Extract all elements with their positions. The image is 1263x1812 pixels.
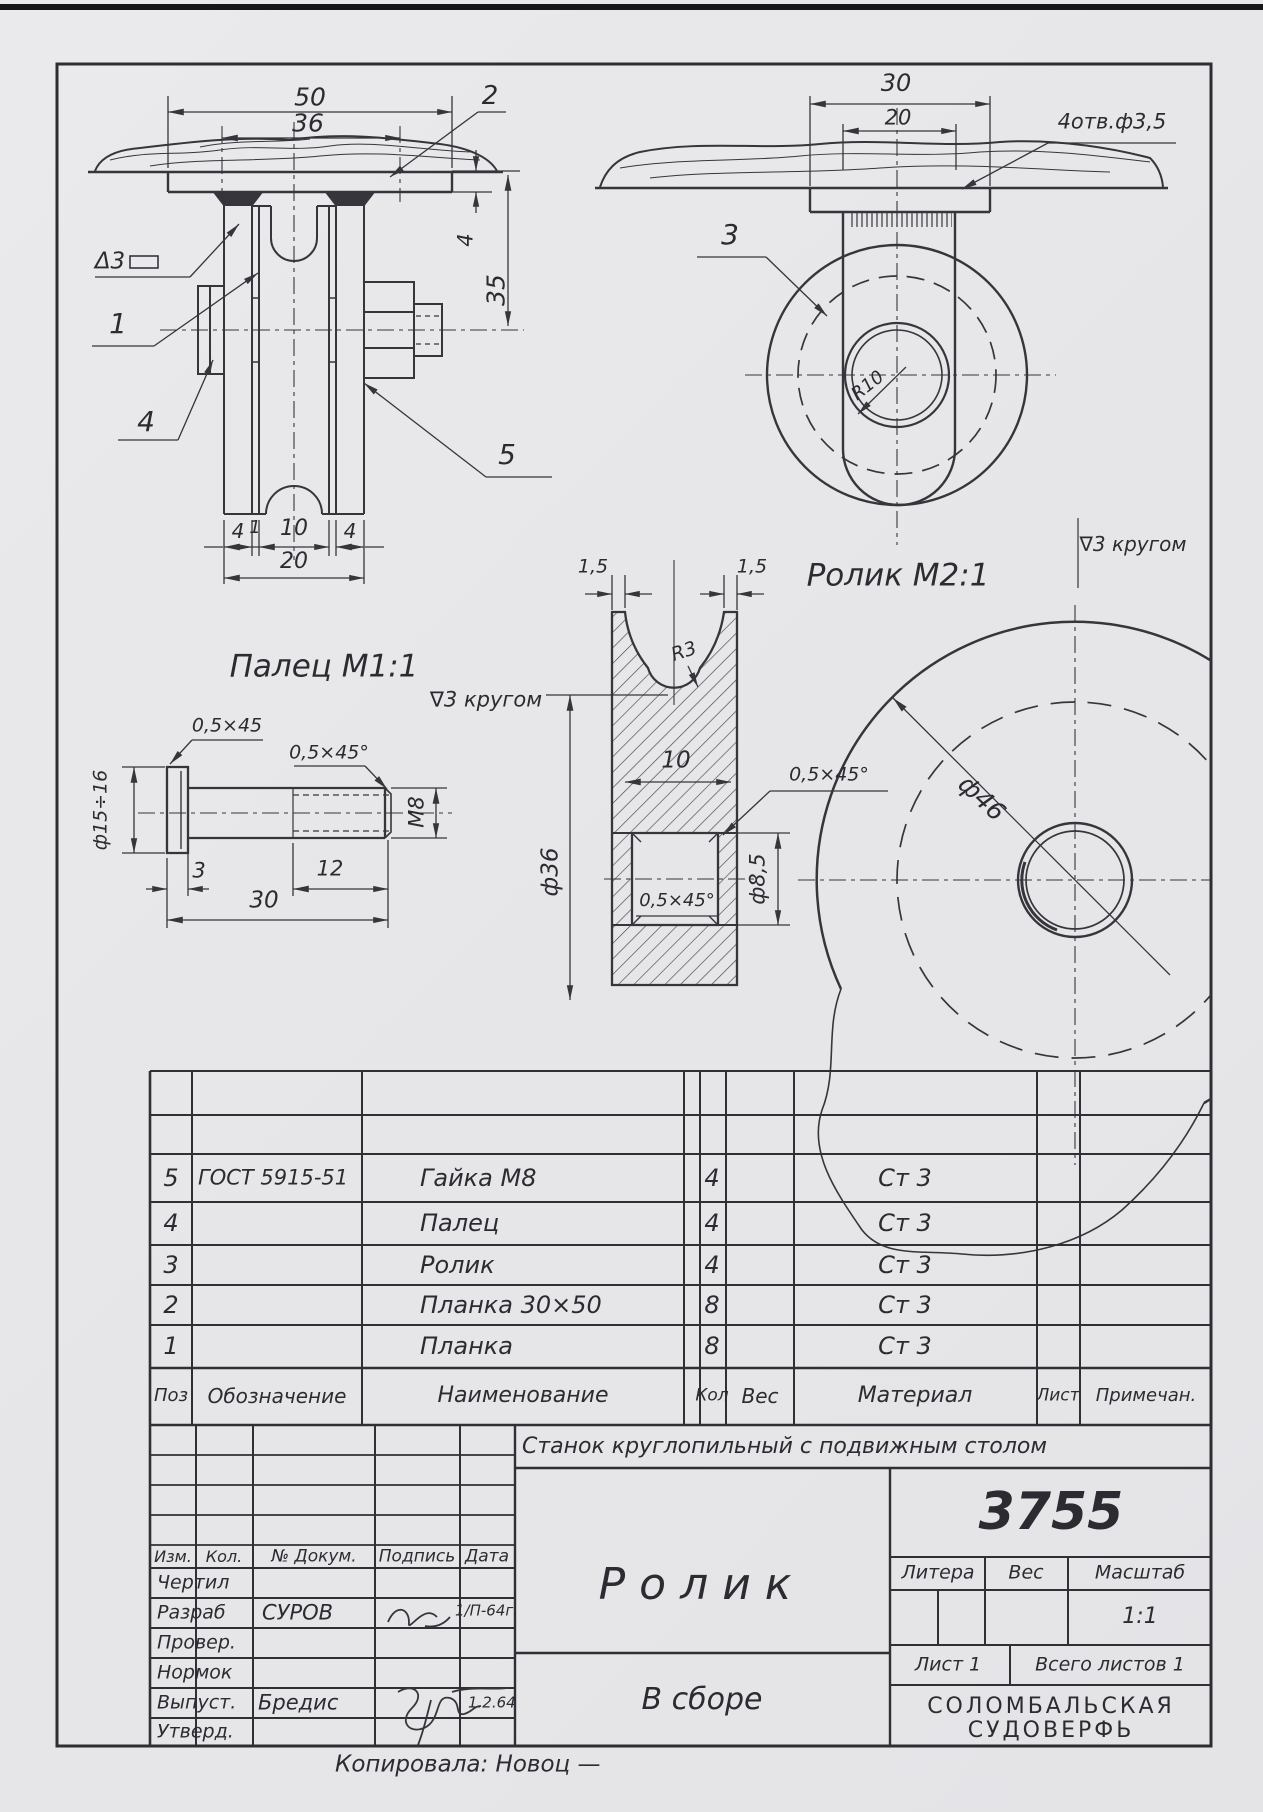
dim-36: 36 — [292, 108, 324, 138]
spec-cell-name: Планка 30×50 — [420, 1291, 602, 1319]
col-podpis: Подпись — [378, 1546, 456, 1567]
callout-1: 1 — [109, 307, 127, 340]
spec-cell-qty: 4 — [704, 1251, 720, 1279]
holes-note: 4отв.ф3,5 — [1057, 109, 1167, 134]
spec-header-designation: Обозначение — [207, 1384, 347, 1408]
spec-cell-material: Ст 3 — [878, 1291, 932, 1319]
dim-35: 35 — [481, 274, 511, 306]
dim-20-front: 20 — [280, 549, 308, 574]
spec-cell-name: Планка — [420, 1332, 513, 1360]
dim-30-side: 30 — [880, 69, 912, 97]
dim-phi36: ф36 — [537, 847, 564, 897]
col-data: Дата — [464, 1546, 510, 1567]
spec-cell-pos: 1 — [163, 1332, 179, 1360]
dim-4a: 4 — [231, 519, 245, 543]
spec-cell-name: Гайка М8 — [420, 1164, 537, 1192]
spec-header-note: Примечан. — [1095, 1385, 1197, 1406]
row-chertil: Чертил — [157, 1571, 230, 1594]
razrab-date: 1/П-64г. — [455, 1601, 519, 1620]
spec-header-material: Материал — [857, 1383, 973, 1408]
chamfer-top: 0,5×45° — [789, 763, 869, 786]
dim-30-pin: 30 — [249, 887, 279, 914]
vypust-date: 1.2.64 — [468, 1693, 516, 1712]
dim-m8: М8 — [404, 796, 429, 828]
spec-header-qty: Кол — [695, 1385, 729, 1406]
spec-cell-qty: 8 — [704, 1332, 720, 1360]
vypust-name: Бредис — [258, 1690, 339, 1715]
spec-header-weight: Вес — [741, 1384, 779, 1408]
scale-label: Масштаб — [1094, 1561, 1186, 1584]
spec-cell-designation: ГОСТ 5915-51 — [198, 1165, 349, 1190]
spec-cell-name: Ролик — [420, 1251, 495, 1279]
col-izm: Изм. — [154, 1547, 192, 1566]
surface-note-roller: ∇3 кругом — [1079, 532, 1187, 556]
machine-title: Станок круглопильный с подвижным столом — [522, 1434, 1047, 1459]
surface-note-pin: ∇3 кругом — [429, 687, 543, 712]
dim-phi85: ф8,5 — [745, 853, 770, 905]
callout-4: 4 — [137, 405, 155, 438]
spec-cell-material: Ст 3 — [878, 1251, 932, 1279]
spec-cell-pos: 5 — [163, 1164, 179, 1192]
spec-cell-material: Ст 3 — [878, 1164, 932, 1192]
spec-cell-name: Палец — [420, 1209, 500, 1237]
row-razrab: Разраб — [157, 1601, 226, 1624]
dim-r10: R10 — [847, 366, 889, 405]
litera-label: Литера — [901, 1561, 975, 1584]
row-prover: Провер. — [157, 1631, 236, 1654]
spec-cell-material: Ст 3 — [878, 1209, 932, 1237]
dim-20-side: 20 — [884, 105, 912, 130]
callout-5: 5 — [498, 438, 516, 471]
callout-3: 3 — [721, 218, 739, 251]
sheet-label: Лист 1 — [914, 1653, 982, 1676]
part-title: Ролик — [598, 1559, 806, 1610]
dim-phi15-16: ф15÷16 — [89, 769, 112, 851]
pin-view-title: Палец М1:1 — [229, 648, 419, 685]
dim-r3: R3 — [668, 637, 700, 666]
chamfer-thread: 0,5×45° — [289, 741, 369, 764]
assembly-note: В сборе — [641, 1682, 763, 1717]
col-dokum: № Докум. — [271, 1546, 357, 1567]
company-line1: СОЛОМБАЛЬСКАЯ — [927, 1694, 1175, 1719]
weld-mark: Δ3 — [94, 248, 126, 275]
dim-4-plate: 4 — [453, 233, 478, 247]
chamfer-bore: 0,5×45° — [639, 890, 715, 911]
spec-cell-pos: 4 — [163, 1209, 179, 1237]
row-normok: Нормок — [157, 1661, 233, 1684]
weight-label: Вес — [1008, 1561, 1044, 1584]
dim-12-pin: 12 — [316, 856, 344, 881]
dim-3-pin: 3 — [192, 858, 206, 883]
dim-1-5-right: 1,5 — [736, 555, 768, 578]
dim-10: 10 — [280, 516, 308, 541]
company-line2: СУДОВЕРФЬ — [967, 1718, 1135, 1743]
spec-cell-pos: 3 — [163, 1251, 179, 1279]
spec-cell-pos: 2 — [163, 1291, 179, 1319]
spec-header-pos: Поз — [153, 1385, 189, 1406]
total-sheets-label: Всего листов 1 — [1035, 1653, 1185, 1676]
spec-header-name: Наименование — [437, 1383, 609, 1408]
scale-value: 1:1 — [1122, 1604, 1158, 1629]
razrab-name: СУРОВ — [262, 1600, 334, 1625]
dim-phi46: ф46 — [952, 769, 1012, 827]
col-kol: Кол. — [205, 1547, 243, 1566]
dim-50: 50 — [294, 82, 326, 112]
spec-header-sheet: Лист — [1036, 1385, 1080, 1406]
spec-cell-qty: 4 — [704, 1209, 720, 1237]
dim-1-5-left: 1,5 — [577, 555, 609, 578]
callout-2: 2 — [481, 81, 499, 111]
dim-1: 1 — [249, 517, 261, 538]
spec-cell-qty: 4 — [704, 1164, 720, 1192]
drawing-number: 3755 — [978, 1482, 1124, 1542]
copied-by-note: Копировала: Новоц — — [335, 1751, 601, 1778]
chamfer-head: 0,5×45 — [191, 714, 263, 737]
dim-4b: 4 — [343, 519, 357, 543]
spec-cell-material: Ст 3 — [878, 1332, 932, 1360]
dim-10-section: 10 — [661, 747, 691, 774]
spec-cell-qty: 8 — [704, 1291, 720, 1319]
row-utverd: Утверд. — [157, 1720, 234, 1743]
roller-view-title: Ролик М2:1 — [806, 557, 990, 594]
row-vypust: Выпуст. — [157, 1691, 237, 1714]
